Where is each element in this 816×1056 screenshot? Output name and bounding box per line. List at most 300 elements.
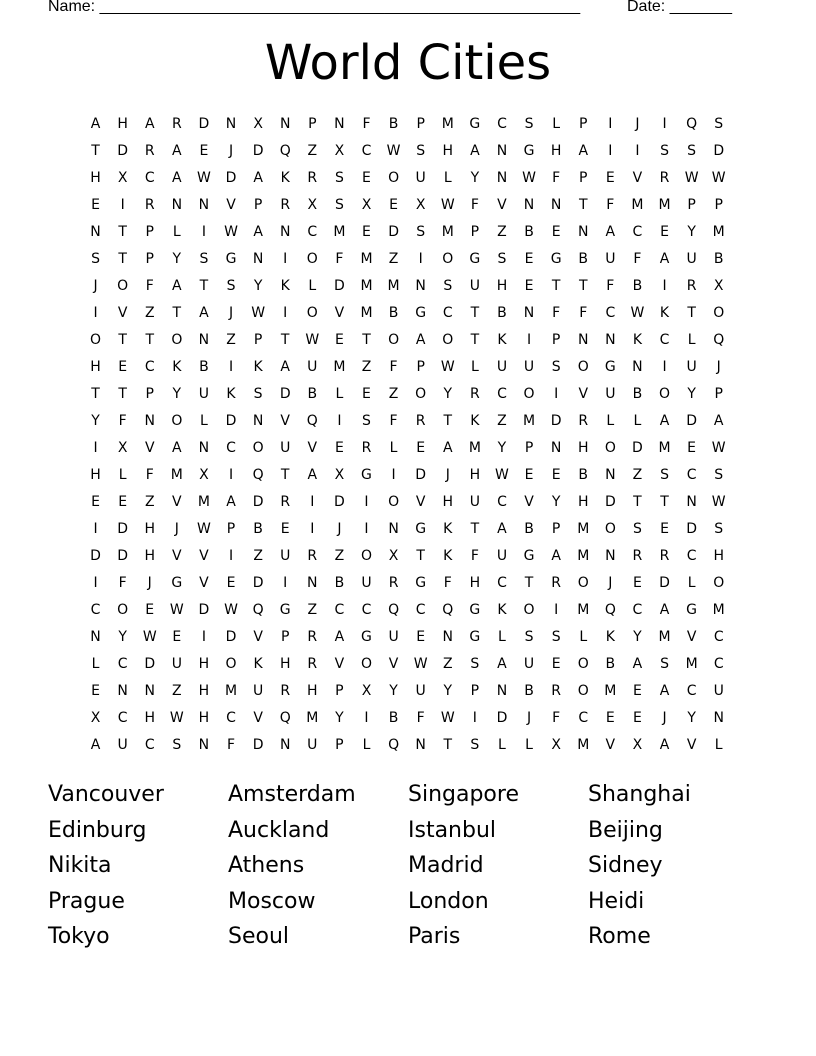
grid-letter[interactable]: E (334, 332, 344, 348)
grid-letter[interactable]: N (388, 521, 399, 537)
grid-letter[interactable]: M (712, 224, 725, 240)
grid-letter[interactable]: D (90, 548, 101, 564)
grid-letter[interactable]: F (633, 251, 642, 267)
grid-letter[interactable]: O (388, 494, 400, 510)
grid-letter[interactable]: M (577, 548, 590, 564)
grid-letter[interactable]: C (632, 602, 643, 618)
grid-letter[interactable]: T (633, 494, 642, 510)
grid-letter[interactable]: T (687, 305, 696, 321)
grid-letter[interactable]: A (280, 359, 290, 375)
grid-letter[interactable]: W (169, 602, 184, 618)
grid-letter[interactable]: T (524, 575, 534, 591)
grid-letter[interactable]: I (554, 602, 559, 618)
grid-letter[interactable]: B (578, 467, 589, 483)
grid-letter[interactable]: C (307, 224, 318, 240)
grid-letter[interactable]: N (171, 197, 183, 213)
grid-letter[interactable]: V (199, 548, 209, 564)
grid-letter[interactable]: E (551, 224, 561, 240)
grid-letter[interactable]: K (659, 305, 670, 321)
grid-letter[interactable]: E (524, 251, 534, 267)
grid-letter[interactable]: Y (443, 683, 453, 699)
grid-letter[interactable]: E (551, 467, 561, 483)
grid-letter[interactable]: R (361, 440, 372, 456)
grid-letter[interactable]: H (307, 683, 318, 699)
grid-letter[interactable]: E (118, 494, 128, 510)
grid-letter[interactable]: L (687, 332, 696, 348)
grid-letter[interactable]: U (496, 359, 508, 375)
grid-letter[interactable]: B (388, 116, 399, 132)
grid-letter[interactable]: A (713, 413, 724, 429)
grid-letter[interactable]: U (361, 575, 372, 591)
grid-letter[interactable]: N (90, 224, 101, 240)
grid-letter[interactable]: M (658, 440, 671, 456)
grid-letter[interactable]: Z (497, 413, 507, 429)
grid-letter[interactable]: Z (144, 494, 155, 510)
grid-letter[interactable]: F (606, 278, 615, 294)
grid-letter[interactable]: R (307, 629, 318, 645)
grid-letter[interactable]: H (117, 116, 128, 132)
grid-letter[interactable]: B (497, 305, 507, 321)
grid-letter[interactable]: N (605, 332, 616, 348)
grid-letter[interactable]: U (307, 359, 318, 375)
grid-letter[interactable]: U (388, 629, 399, 645)
grid-letter[interactable]: I (228, 467, 234, 483)
grid-letter[interactable]: G (604, 359, 616, 375)
grid-letter[interactable]: D (252, 143, 264, 159)
grid-letter[interactable]: K (470, 413, 480, 429)
grid-letter[interactable]: S (443, 278, 453, 294)
grid-letter[interactable]: M (170, 467, 183, 483)
grid-letter[interactable]: A (172, 143, 182, 159)
grid-letter[interactable]: P (470, 683, 480, 699)
grid-letter[interactable]: W (197, 521, 211, 537)
grid-letter[interactable]: H (577, 494, 589, 510)
grid-letter[interactable]: M (685, 656, 698, 672)
grid-letter[interactable]: I (283, 305, 288, 321)
grid-letter[interactable]: M (468, 440, 481, 456)
grid-letter[interactable]: Z (172, 683, 182, 699)
grid-letter[interactable]: R (144, 143, 155, 159)
grid-letter[interactable]: D (117, 521, 129, 537)
grid-letter[interactable]: Q (306, 413, 318, 429)
grid-letter[interactable]: N (279, 224, 291, 240)
grid-letter[interactable]: F (443, 575, 452, 591)
grid-letter[interactable]: U (469, 278, 480, 294)
grid-letter[interactable]: Q (279, 710, 291, 726)
grid-letter[interactable]: C (442, 305, 453, 321)
grid-letter[interactable]: A (226, 494, 236, 510)
grid-letter[interactable]: P (253, 332, 263, 348)
grid-letter[interactable]: I (554, 386, 559, 402)
grid-letter[interactable]: R (280, 197, 291, 213)
grid-letter[interactable]: V (497, 197, 507, 213)
grid-letter[interactable]: I (391, 467, 396, 483)
grid-letter[interactable]: W (224, 224, 238, 240)
grid-letter[interactable]: T (118, 386, 127, 402)
grid-letter[interactable]: O (577, 575, 589, 591)
grid-letter[interactable]: P (579, 116, 588, 132)
grid-letter[interactable]: R (578, 413, 589, 429)
grid-letter[interactable]: D (713, 143, 725, 159)
grid-letter[interactable]: R (659, 548, 670, 564)
grid-letter[interactable]: F (552, 170, 561, 186)
grid-letter[interactable]: D (252, 737, 264, 753)
grid-letter[interactable]: C (713, 656, 724, 672)
grid-letter[interactable]: K (497, 332, 507, 348)
grid-letter[interactable]: X (632, 737, 643, 753)
grid-letter[interactable]: X (90, 710, 101, 726)
grid-letter[interactable]: S (660, 143, 669, 159)
grid-letter[interactable]: V (415, 494, 426, 510)
grid-letter[interactable]: L (687, 575, 696, 591)
grid-letter[interactable]: I (526, 332, 532, 348)
grid-letter[interactable]: S (362, 413, 371, 429)
grid-letter[interactable]: C (497, 386, 507, 402)
grid-letter[interactable]: R (307, 170, 318, 186)
grid-letter[interactable]: X (199, 467, 209, 483)
grid-letter[interactable]: Y (118, 629, 127, 645)
grid-letter[interactable]: S (524, 116, 534, 132)
grid-letter[interactable]: F (335, 251, 344, 267)
grid-letter[interactable]: P (145, 386, 154, 402)
grid-letter[interactable]: L (470, 359, 479, 375)
grid-letter[interactable]: L (606, 413, 615, 429)
grid-letter[interactable]: C (578, 710, 589, 726)
grid-letter[interactable]: G (415, 305, 427, 321)
grid-letter[interactable]: C (361, 143, 372, 159)
grid-letter[interactable]: G (469, 116, 481, 132)
grid-letter[interactable]: I (283, 575, 288, 591)
grid-letter[interactable]: K (605, 629, 615, 645)
grid-letter[interactable]: U (605, 251, 616, 267)
grid-letter[interactable]: U (605, 386, 616, 402)
grid-letter[interactable]: U (469, 494, 480, 510)
grid-letter[interactable]: O (306, 251, 318, 267)
grid-letter[interactable]: H (198, 710, 210, 726)
grid-letter[interactable]: S (632, 521, 642, 537)
grid-letter[interactable]: P (335, 737, 344, 753)
grid-letter[interactable]: U (280, 440, 291, 456)
grid-letter[interactable]: Q (388, 737, 400, 753)
grid-letter[interactable]: D (225, 413, 237, 429)
grid-letter[interactable]: I (608, 116, 613, 132)
grid-letter[interactable]: H (90, 467, 101, 483)
grid-letter[interactable]: P (308, 116, 317, 132)
grid-letter[interactable]: S (416, 143, 426, 159)
grid-letter[interactable]: E (172, 629, 182, 645)
grid-letter[interactable]: F (552, 710, 561, 726)
grid-letter[interactable]: E (416, 440, 426, 456)
grid-letter[interactable]: E (551, 656, 561, 672)
grid-letter[interactable]: C (361, 602, 372, 618)
grid-letter[interactable]: T (470, 332, 480, 348)
grid-letter[interactable]: O (442, 332, 454, 348)
grid-letter[interactable]: A (172, 440, 182, 456)
grid-letter[interactable]: X (253, 116, 263, 132)
grid-letter[interactable]: L (172, 224, 181, 240)
grid-letter[interactable]: K (226, 386, 236, 402)
grid-letter[interactable]: F (470, 548, 479, 564)
grid-letter[interactable]: J (174, 521, 179, 537)
grid-letter[interactable]: V (144, 440, 155, 456)
grid-letter[interactable]: M (197, 494, 210, 510)
grid-letter[interactable]: P (714, 386, 723, 402)
grid-letter[interactable]: D (225, 170, 237, 186)
grid-letter[interactable]: O (360, 656, 372, 672)
grid-letter[interactable]: W (440, 710, 455, 726)
grid-letter[interactable]: M (604, 683, 617, 699)
grid-letter[interactable]: Q (442, 602, 454, 618)
grid-letter[interactable]: B (578, 251, 589, 267)
grid-letter[interactable]: E (660, 224, 669, 240)
grid-letter[interactable]: W (684, 170, 699, 186)
grid-letter[interactable]: K (253, 359, 263, 375)
grid-letter[interactable]: H (550, 143, 562, 159)
grid-letter[interactable]: W (522, 170, 536, 186)
grid-letter[interactable]: Z (334, 548, 345, 564)
grid-letter[interactable]: I (662, 278, 667, 294)
grid-letter[interactable]: C (144, 737, 155, 753)
grid-letter[interactable]: O (577, 656, 589, 672)
grid-letter[interactable]: Y (443, 386, 453, 402)
grid-letter[interactable]: Q (713, 332, 725, 348)
grid-letter[interactable]: G (469, 629, 481, 645)
grid-letter[interactable]: T (578, 278, 588, 294)
grid-letter[interactable]: E (280, 521, 290, 537)
grid-letter[interactable]: A (172, 278, 182, 294)
grid-letter[interactable]: G (361, 467, 372, 483)
grid-letter[interactable]: M (658, 629, 671, 645)
grid-letter[interactable]: Z (497, 224, 507, 240)
grid-letter[interactable]: Y (687, 386, 696, 402)
grid-letter[interactable]: E (632, 683, 642, 699)
grid-letter[interactable]: O (577, 683, 589, 699)
grid-letter[interactable]: H (90, 170, 101, 186)
grid-letter[interactable]: T (118, 251, 127, 267)
grid-letter[interactable]: O (360, 548, 372, 564)
grid-letter[interactable]: W (440, 359, 455, 375)
grid-letter[interactable]: A (90, 116, 101, 132)
grid-letter[interactable]: H (90, 359, 101, 375)
grid-letter[interactable]: Y (389, 683, 398, 699)
grid-letter[interactable]: T (578, 197, 588, 213)
grid-letter[interactable]: N (550, 440, 562, 456)
grid-letter[interactable]: K (280, 170, 290, 186)
grid-letter[interactable]: C (686, 467, 697, 483)
grid-letter[interactable]: B (334, 575, 345, 591)
grid-letter[interactable]: A (659, 602, 670, 618)
grid-letter[interactable]: L (498, 737, 506, 753)
grid-letter[interactable]: O (388, 332, 400, 348)
grid-letter[interactable]: I (93, 575, 98, 591)
grid-letter[interactable]: S (416, 224, 426, 240)
grid-letter[interactable]: C (117, 656, 128, 672)
grid-letter[interactable]: W (197, 170, 211, 186)
grid-letter[interactable]: Z (226, 332, 236, 348)
grid-letter[interactable]: N (90, 629, 101, 645)
grid-letter[interactable]: D (334, 278, 345, 294)
grid-letter[interactable]: E (362, 170, 371, 186)
grid-letter[interactable]: P (714, 197, 723, 213)
grid-letter[interactable]: B (605, 656, 616, 672)
grid-letter[interactable]: E (605, 710, 615, 726)
grid-letter[interactable]: Q (252, 602, 264, 618)
grid-letter[interactable]: G (469, 251, 481, 267)
grid-letter[interactable]: E (362, 386, 371, 402)
grid-letter[interactable]: D (225, 629, 237, 645)
grid-letter[interactable]: S (714, 116, 724, 132)
grid-letter[interactable]: T (660, 494, 669, 510)
grid-letter[interactable]: C (144, 170, 155, 186)
grid-letter[interactable]: I (93, 440, 98, 456)
grid-letter[interactable]: H (144, 521, 155, 537)
grid-letter[interactable]: B (524, 683, 534, 699)
grid-letter[interactable]: V (578, 386, 589, 402)
grid-letter[interactable]: N (198, 440, 210, 456)
grid-letter[interactable]: D (415, 467, 427, 483)
grid-letter[interactable]: G (225, 251, 237, 267)
grid-letter[interactable]: V (226, 197, 236, 213)
grid-letter[interactable]: H (198, 683, 210, 699)
grid-letter[interactable]: L (200, 413, 208, 429)
grid-letter[interactable]: V (388, 656, 399, 672)
grid-letter[interactable]: S (714, 467, 724, 483)
grid-letter[interactable]: C (415, 602, 426, 618)
grid-letter[interactable]: T (551, 278, 561, 294)
grid-letter[interactable]: A (307, 467, 318, 483)
grid-letter[interactable]: L (633, 413, 642, 429)
grid-letter[interactable]: U (496, 548, 508, 564)
grid-letter[interactable]: T (199, 278, 209, 294)
grid-letter[interactable]: Z (361, 359, 372, 375)
grid-letter[interactable]: T (362, 332, 371, 348)
grid-letter[interactable]: E (145, 602, 155, 618)
grid-letter[interactable]: A (497, 521, 507, 537)
grid-letter[interactable]: R (551, 683, 561, 699)
grid-letter[interactable]: G (415, 575, 427, 591)
grid-letter[interactable]: C (713, 629, 724, 645)
grid-letter[interactable]: Y (253, 278, 263, 294)
grid-letter[interactable]: V (199, 575, 209, 591)
grid-letter[interactable]: L (91, 656, 100, 672)
grid-letter[interactable]: E (362, 224, 371, 240)
grid-letter[interactable]: P (687, 197, 696, 213)
grid-letter[interactable]: K (443, 521, 453, 537)
grid-letter[interactable]: E (91, 197, 100, 213)
grid-letter[interactable]: T (416, 548, 425, 564)
grid-letter[interactable]: P (416, 116, 425, 132)
grid-letter[interactable]: I (472, 710, 477, 726)
grid-letter[interactable]: V (524, 494, 534, 510)
grid-letter[interactable]: R (388, 575, 399, 591)
grid-letter[interactable]: J (228, 305, 234, 321)
grid-letter[interactable]: K (632, 332, 643, 348)
grid-letter[interactable]: E (632, 575, 642, 591)
grid-letter[interactable]: C (497, 116, 507, 132)
grid-letter[interactable]: I (120, 197, 125, 213)
grid-letter[interactable]: X (334, 467, 345, 483)
grid-letter[interactable]: H (442, 143, 454, 159)
grid-letter[interactable]: D (198, 116, 210, 132)
grid-letter[interactable]: T (118, 224, 127, 240)
grid-letter[interactable]: B (388, 710, 399, 726)
grid-letter[interactable]: G (415, 521, 427, 537)
grid-letter[interactable]: X (307, 197, 318, 213)
grid-letter[interactable]: W (440, 197, 455, 213)
grid-letter[interactable]: I (310, 521, 315, 537)
grid-letter[interactable]: T (145, 332, 155, 348)
grid-letter[interactable]: X (388, 548, 399, 564)
grid-letter[interactable]: R (686, 278, 697, 294)
grid-letter[interactable]: S (551, 629, 561, 645)
grid-letter[interactable]: R (280, 494, 291, 510)
grid-letter[interactable]: N (605, 467, 616, 483)
grid-letter[interactable]: N (686, 494, 697, 510)
grid-letter[interactable]: Z (388, 251, 399, 267)
grid-letter[interactable]: I (337, 413, 342, 429)
grid-letter[interactable]: T (118, 332, 127, 348)
grid-letter[interactable]: S (172, 737, 182, 753)
grid-letter[interactable]: N (198, 332, 210, 348)
grid-letter[interactable]: W (386, 143, 401, 159)
grid-letter[interactable]: I (93, 305, 98, 321)
grid-letter[interactable]: D (252, 575, 264, 591)
grid-letter[interactable]: N (523, 305, 535, 321)
grid-letter[interactable]: I (364, 521, 369, 537)
grid-letter[interactable]: F (579, 305, 588, 321)
grid-letter[interactable]: O (659, 386, 671, 402)
grid-letter[interactable]: C (686, 548, 697, 564)
grid-letter[interactable]: N (496, 143, 508, 159)
grid-letter[interactable]: M (441, 116, 454, 132)
grid-letter[interactable]: R (144, 197, 155, 213)
grid-letter[interactable]: F (606, 197, 615, 213)
grid-letter[interactable]: S (660, 467, 669, 483)
grid-letter[interactable]: J (526, 710, 532, 726)
grid-letter[interactable]: B (632, 278, 643, 294)
grid-letter[interactable]: N (713, 710, 724, 726)
grid-letter[interactable]: Z (632, 467, 643, 483)
grid-letter[interactable]: E (416, 629, 426, 645)
name-field[interactable]: Name: ______________________________________________________ (48, 0, 581, 15)
grid-letter[interactable]: M (360, 251, 373, 267)
grid-letter[interactable]: Y (633, 629, 642, 645)
grid-letter[interactable]: A (199, 305, 209, 321)
grid-letter[interactable]: J (445, 467, 450, 483)
grid-letter[interactable]: M (631, 197, 644, 213)
grid-letter[interactable]: N (577, 224, 589, 240)
grid-letter[interactable]: E (605, 170, 615, 186)
grid-letter[interactable]: Y (687, 710, 696, 726)
grid-letter[interactable]: I (201, 629, 206, 645)
grid-letter[interactable]: I (662, 359, 667, 375)
grid-letter[interactable]: S (226, 278, 236, 294)
grid-letter[interactable]: O (171, 332, 183, 348)
grid-letter[interactable]: I (283, 251, 288, 267)
grid-letter[interactable]: Y (172, 251, 182, 267)
grid-letter[interactable]: H (279, 656, 291, 672)
grid-letter[interactable]: X (551, 737, 561, 753)
grid-letter[interactable]: I (201, 224, 206, 240)
grid-letter[interactable]: T (91, 143, 100, 159)
grid-letter[interactable]: K (253, 656, 263, 672)
grid-letter[interactable]: R (551, 575, 561, 591)
grid-letter[interactable]: N (632, 359, 643, 375)
grid-letter[interactable]: Q (279, 143, 291, 159)
grid-letter[interactable]: X (415, 197, 426, 213)
grid-letter[interactable]: T (280, 332, 290, 348)
grid-letter[interactable]: K (443, 548, 453, 564)
